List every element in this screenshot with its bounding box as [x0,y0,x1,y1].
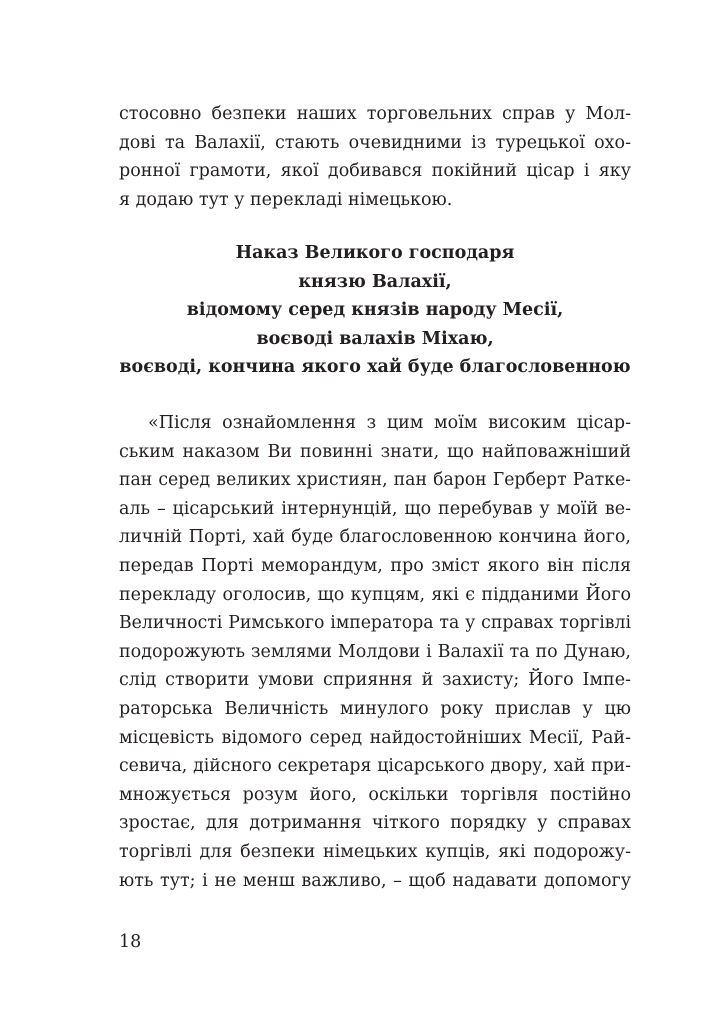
body-line: перекладу оголосив, що купцям, які є підданими Його [119,584,631,605]
body-line: «Після ознайомлення з цим моїм високим цісар- [148,413,631,433]
body-line: торгівлі для безпеки німецьких купців, які подорожу- [119,841,631,862]
page-number: 18 [119,932,142,952]
body-line: раторська Величність минулого року прислав у цю [119,698,631,719]
body-line: подорожують землями Молдови і Валахії та по Дунаю, [119,641,631,662]
heading-line: Наказ Великого господаря [235,243,515,263]
intro-line: ронної грамоти, якої добивався покійний цісар і яку [119,161,631,182]
body-line: Величності Римського імператора та у справах торгівлі [119,613,631,634]
heading-line: воєводі, кончина якого хай буде благословенною [119,357,631,378]
body-line: личній Порті, хай буде благословенною кончина його, [119,527,631,548]
intro-paragraph [119,100,631,214]
heading-line: воєводі валахів Міхаю, [256,328,494,349]
body-line: ють тут; і не менш важливо, – щоб надавати допомогу [119,870,631,891]
heading-line: відомому серед князів народу Месії, [186,300,564,321]
body-line: передав Порті меморандум, про зміст якого він після [119,555,631,576]
body-line: пан серед великих християн, пан барон Герберт Ратке- [119,470,631,491]
decree-body-paragraph [119,409,631,895]
intro-line: дові та Валахії, стають очевидними із турецької охо- [119,132,631,153]
body-line: зростає, для дотримання чіткого порядку у справах [119,813,631,834]
body-line: ським наказом Ви повинні знати, що найповажніший [119,441,631,462]
intro-line: стосовно безпеки наших торговельних справ у Мол- [119,104,631,124]
body-line: слід створити умови сприяння й захисту; Його Імпе- [119,670,631,691]
body-line: аль – цісарський інтернунцій, що перебував у моїй ве- [119,498,631,519]
heading-line: князю Валахії, [298,271,452,292]
intro-line: я додаю тут у перекладі німецькою. [119,189,453,210]
body-line: севича, дійсного секретаря цісарського двору, хай при- [119,756,631,777]
body-line: місцевість відомого серед найдостойніших Месії, Рай- [119,727,631,748]
decree-heading [119,239,631,382]
body-line: множується розум його, оскільки торгівля постійно [119,784,631,805]
